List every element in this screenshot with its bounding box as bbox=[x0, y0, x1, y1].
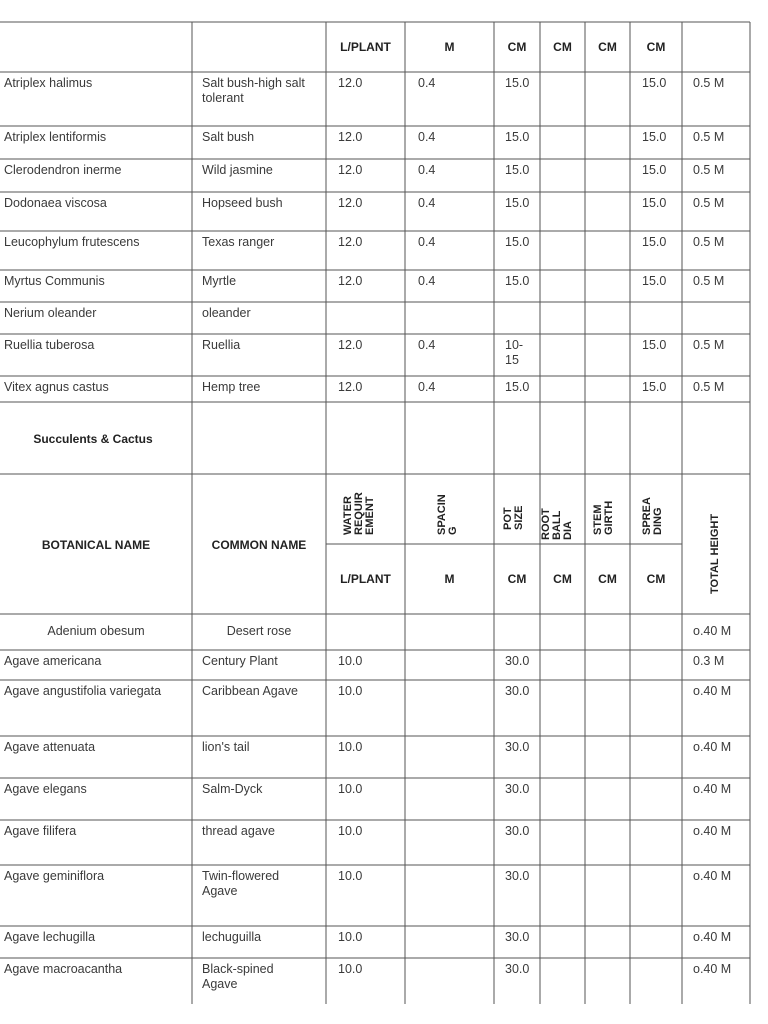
cell-height: 0.5 M bbox=[693, 274, 725, 288]
botanical-name: Clerodendron inerme bbox=[4, 163, 122, 177]
botanical-name: Vitex agnus castus bbox=[4, 380, 109, 394]
cell-height: 0.5 M bbox=[693, 338, 725, 352]
common-name: Wild jasmine bbox=[202, 163, 273, 177]
cell-pot: 30.0 bbox=[505, 684, 530, 698]
cell-height: o.40 M bbox=[693, 930, 732, 944]
cell-pot: 15.0 bbox=[505, 380, 530, 394]
botanical-name: Atriplex lentiformis bbox=[4, 130, 107, 144]
common-name: Myrtle bbox=[202, 274, 237, 288]
unit-header: CM bbox=[598, 40, 617, 54]
cell-pot: 30.0 bbox=[505, 740, 530, 754]
cell-height: 0.5 M bbox=[693, 380, 725, 394]
stem-header-line: GIRTH bbox=[603, 500, 615, 535]
cell-pot: 30.0 bbox=[505, 869, 530, 883]
common-name: oleander bbox=[202, 306, 251, 320]
cell-spread: 15.0 bbox=[642, 274, 667, 288]
water-header bbox=[343, 492, 376, 535]
cell-water: 12.0 bbox=[338, 274, 363, 288]
cell-water: 10.0 bbox=[338, 740, 363, 754]
cell-height: o.40 M bbox=[693, 782, 732, 796]
cell-water: 10.0 bbox=[338, 684, 363, 698]
cell-pot: 30.0 bbox=[505, 962, 530, 976]
botanical-name: Adenium obesum bbox=[47, 624, 145, 638]
unit-header: L/PLANT bbox=[340, 572, 391, 586]
spread-header bbox=[642, 497, 664, 535]
cell-height: o.40 M bbox=[693, 962, 732, 976]
common-name: lechuguilla bbox=[202, 930, 262, 944]
common-name: Twin-flowered Agave bbox=[202, 869, 280, 898]
spacing-header-line: SPACIN bbox=[436, 494, 448, 535]
unit-header: M bbox=[444, 572, 455, 586]
cell-height: o.40 M bbox=[693, 624, 732, 638]
common-name: Hemp tree bbox=[202, 380, 261, 394]
cell-spacing: 0.4 bbox=[418, 76, 436, 90]
cell-water: 12.0 bbox=[338, 235, 363, 249]
common-name: lion's tail bbox=[202, 740, 250, 754]
cell-spacing: 0.4 bbox=[418, 163, 436, 177]
common-name: Desert rose bbox=[226, 624, 292, 638]
cell-spacing: 0.4 bbox=[418, 130, 436, 144]
cell-pot: 15.0 bbox=[505, 235, 530, 249]
cell-height: 0.5 M bbox=[693, 196, 725, 210]
common-name: Salt bush-high salt tolerant bbox=[202, 76, 305, 105]
unit-header: CM bbox=[507, 40, 527, 54]
botanical-name: Nerium oleander bbox=[4, 306, 97, 320]
botanical-name: Agave attenuata bbox=[4, 740, 96, 754]
cell-water: 12.0 bbox=[338, 338, 363, 352]
common-name: Salt bush bbox=[202, 130, 255, 144]
common-name: Texas ranger bbox=[202, 235, 275, 249]
spread-header-line: SPREA bbox=[641, 497, 653, 535]
botanical-name: Ruellia tuberosa bbox=[4, 338, 95, 352]
cell-pot: 30.0 bbox=[505, 824, 530, 838]
cell-spread: 15.0 bbox=[642, 235, 667, 249]
cell-spread: 15.0 bbox=[642, 196, 667, 210]
cell-spread: 15.0 bbox=[642, 338, 667, 352]
unit-header: M bbox=[444, 40, 455, 54]
botanical-name: Agave elegans bbox=[4, 782, 87, 796]
botanical-name: Agave angustifolia variegata bbox=[4, 684, 162, 698]
stem-header bbox=[593, 501, 615, 535]
common-name: Black-spined Agave bbox=[202, 962, 274, 991]
common-name: Hopseed bush bbox=[202, 196, 283, 210]
cell-spacing: 0.4 bbox=[418, 338, 436, 352]
common-name: Century Plant bbox=[202, 654, 278, 668]
root-header-line: ROOT bbox=[540, 508, 552, 540]
cell-pot: 30.0 bbox=[505, 782, 530, 796]
cell-water: 12.0 bbox=[338, 196, 363, 210]
cell-water: 10.0 bbox=[338, 962, 363, 976]
cell-water: 12.0 bbox=[338, 163, 363, 177]
unit-header: CM bbox=[507, 572, 527, 586]
cell-pot: 15.0 bbox=[505, 130, 530, 144]
pot-header bbox=[503, 506, 525, 530]
cell-height: 0.5 M bbox=[693, 163, 725, 177]
cell-spread: 15.0 bbox=[642, 163, 667, 177]
cell-water: 10.0 bbox=[338, 782, 363, 796]
botanical-name: Atriplex halimus bbox=[4, 76, 93, 90]
cell-pot: 30.0 bbox=[505, 930, 530, 944]
cell-pot: 30.0 bbox=[505, 654, 530, 668]
pot-header-line: SIZE bbox=[513, 505, 525, 530]
cell-spacing: 0.4 bbox=[418, 196, 436, 210]
botanical-name: Agave filifera bbox=[4, 824, 77, 838]
cell-height: o.40 M bbox=[693, 869, 732, 883]
cell-pot: 10-15 bbox=[505, 338, 524, 367]
cell-water: 10.0 bbox=[338, 930, 363, 944]
total-height-header: TOTAL HEIGHT bbox=[709, 513, 721, 594]
cell-pot: 15.0 bbox=[505, 274, 530, 288]
cell-height: o.40 M bbox=[693, 740, 732, 754]
root-header-line: DIA bbox=[562, 521, 574, 540]
cell-water: 12.0 bbox=[338, 76, 363, 90]
cell-spread: 15.0 bbox=[642, 380, 667, 394]
stem-header-line: STEM bbox=[592, 504, 604, 535]
cell-pot: 15.0 bbox=[505, 196, 530, 210]
unit-header: CM bbox=[598, 572, 617, 586]
cell-spacing: 0.4 bbox=[418, 235, 436, 249]
cell-water: 12.0 bbox=[338, 130, 363, 144]
cell-water: 10.0 bbox=[338, 869, 363, 883]
common-name: Ruellia bbox=[202, 338, 241, 352]
cell-height: 0.5 M bbox=[693, 76, 725, 90]
botanical-name: Agave americana bbox=[4, 654, 102, 668]
cell-water: 12.0 bbox=[338, 380, 363, 394]
botanical-name: Agave lechugilla bbox=[4, 930, 96, 944]
water-header-line: WATER bbox=[342, 496, 354, 535]
unit-header: CM bbox=[646, 40, 666, 54]
section-title: Succulents & Cactus bbox=[33, 432, 153, 446]
root-header bbox=[541, 508, 574, 540]
pot-header-line: POT bbox=[502, 507, 514, 530]
spacing-header bbox=[437, 494, 459, 535]
common-name-header: COMMON NAME bbox=[211, 538, 307, 552]
common-name: Salm-Dyck bbox=[202, 782, 263, 796]
water-header-line: EMENT bbox=[364, 496, 376, 535]
cell-spacing: 0.4 bbox=[418, 380, 436, 394]
cell-water: 10.0 bbox=[338, 824, 363, 838]
cell-height: o.40 M bbox=[693, 684, 732, 698]
unit-header: CM bbox=[553, 40, 572, 54]
unit-header: CM bbox=[553, 572, 572, 586]
cell-spread: 15.0 bbox=[642, 76, 667, 90]
cell-pot: 15.0 bbox=[505, 163, 530, 177]
spacing-header-line: G bbox=[447, 526, 459, 535]
common-name: Caribbean Agave bbox=[202, 684, 298, 698]
botanical-name: Agave geminiflora bbox=[4, 869, 105, 883]
cell-water: 10.0 bbox=[338, 654, 363, 668]
unit-header: CM bbox=[646, 572, 666, 586]
unit-header: L/PLANT bbox=[340, 40, 391, 54]
cell-spacing: 0.4 bbox=[418, 274, 436, 288]
cell-spread: 15.0 bbox=[642, 130, 667, 144]
cell-pot: 15.0 bbox=[505, 76, 530, 90]
water-header-line: REQUIR bbox=[353, 492, 365, 535]
botanical-name-header: BOTANICAL NAME bbox=[41, 538, 151, 552]
botanical-name: Agave macroacantha bbox=[4, 962, 123, 976]
cell-height: o.40 M bbox=[693, 824, 732, 838]
botanical-name: Dodonaea viscosa bbox=[4, 196, 107, 210]
root-header-line: BALL bbox=[551, 510, 563, 540]
common-name: thread agave bbox=[202, 824, 275, 838]
cell-height: 0.5 M bbox=[693, 235, 725, 249]
spread-header-line: DING bbox=[652, 507, 664, 535]
cell-height: 0.3 M bbox=[693, 654, 725, 668]
botanical-name: Leucophylum frutescens bbox=[4, 235, 140, 249]
botanical-name: Myrtus Communis bbox=[4, 274, 105, 288]
cell-height: 0.5 M bbox=[693, 130, 725, 144]
